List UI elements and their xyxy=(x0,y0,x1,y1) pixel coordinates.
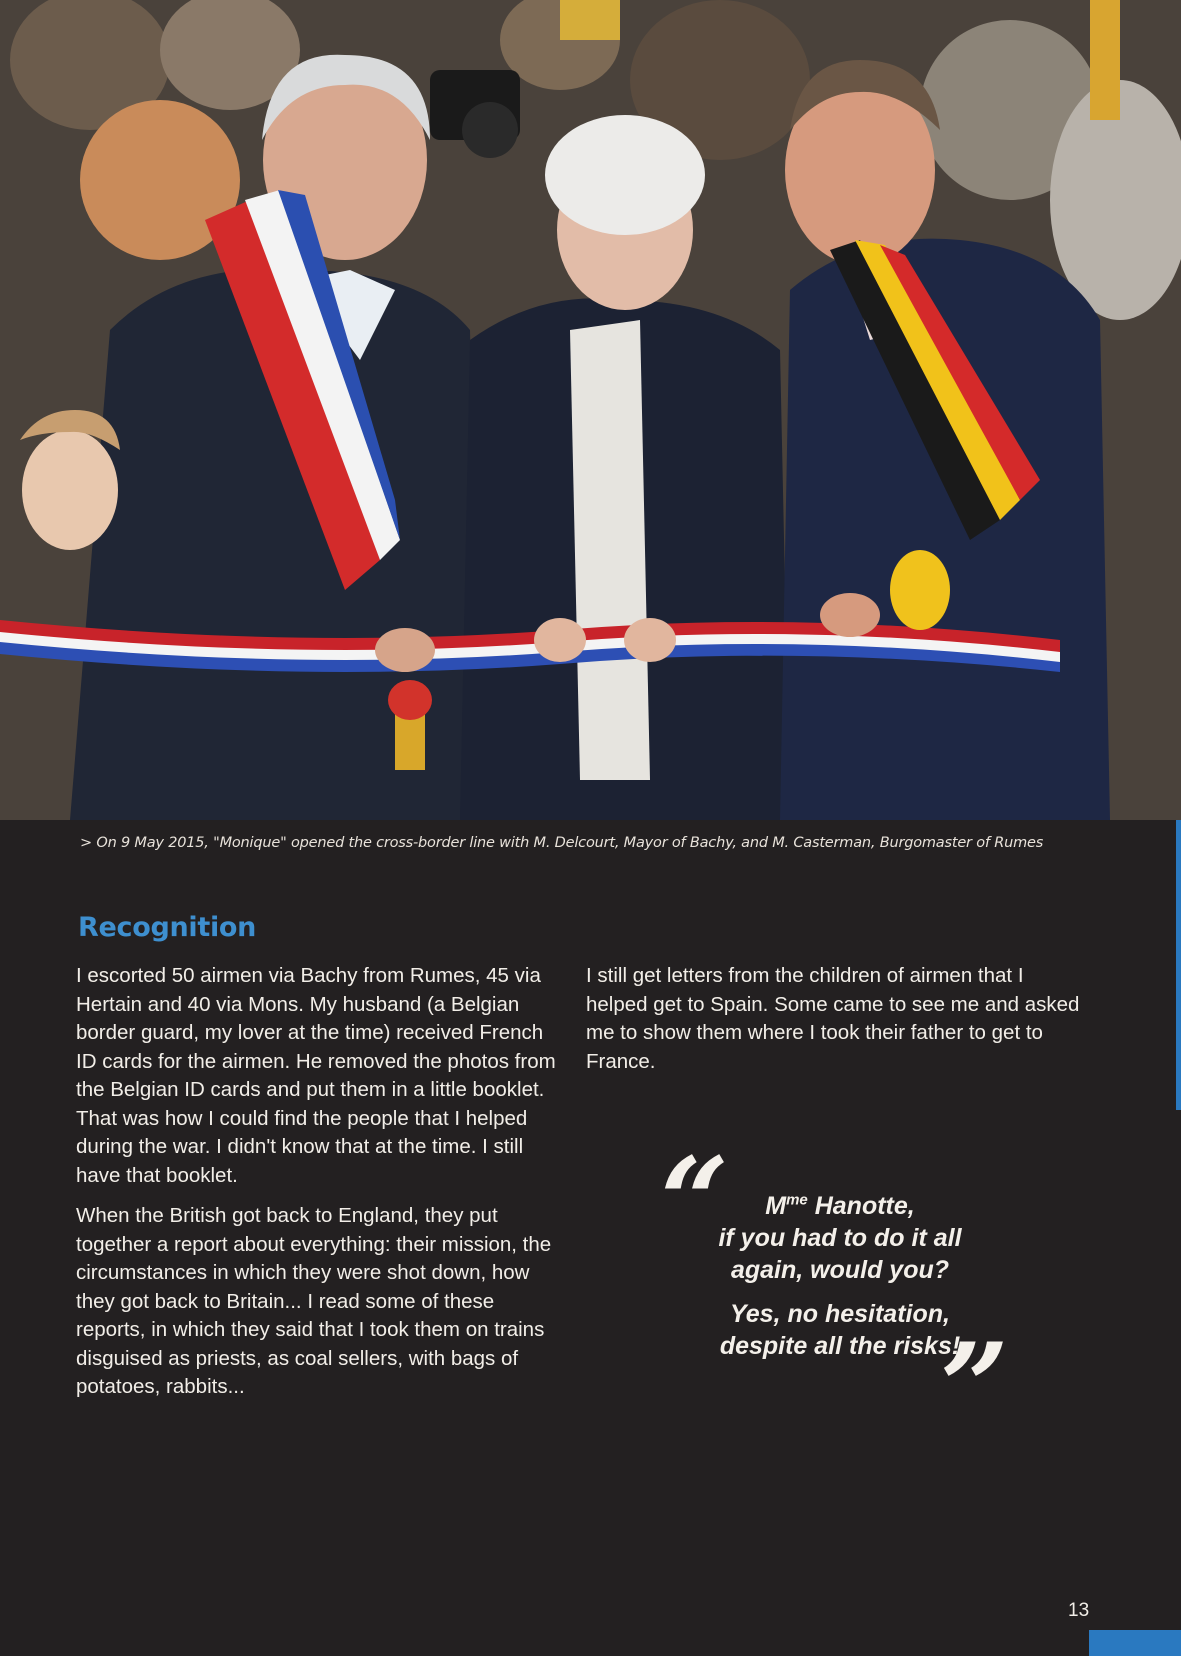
pull-quote xyxy=(640,1131,1040,1458)
quote-question-line: again, would you? xyxy=(730,1256,950,1284)
ceremony-photo xyxy=(0,0,1181,820)
paragraph: When the British got back to England, they put together a report about everything: their mission, the circumstances in which they were shot down, how they got back to Britain... I read some of these reports, in which they said that I took them on trains disguised as priests, as coal sellers, with bags of potatoes, rabbits... xyxy=(76,1204,552,1398)
left-column xyxy=(76,962,556,1414)
quote-name-line xyxy=(680,1190,1000,1222)
paragraph: I still get letters from the children of airmen that I helped get to Spain. Some came to see me and asked me to show them where I took their father to get to France. xyxy=(586,964,1080,1073)
quote-question-line: if you had to do it all xyxy=(718,1224,962,1252)
page-edge-tab xyxy=(1089,1630,1181,1656)
section-heading: Recognition xyxy=(78,912,257,943)
paragraph: I escorted 50 airmen via Bachy from Rumes, 45 via Hertain and 40 via Mons. My husband (a Belgian border guard, my lover at the time) received French ID cards for the airmen. He removed the photos from the Belgian ID cards and put them in a little booklet. That was how I could find the people that I helped during the war. I didn't know that at the time. I still have that booklet. xyxy=(76,964,556,1187)
quote-m-superscript: me xyxy=(786,1191,808,1209)
page-number: 13 xyxy=(1068,1600,1090,1621)
right-column xyxy=(586,962,1086,1088)
photo-caption: > On 9 May 2015, "Monique" opened the cross-border line with M. Delcourt, Mayor of Bachy, and M. Casterman, Burgomaster of Rumes xyxy=(80,835,1044,851)
quote-m-prefix: M xyxy=(765,1192,787,1220)
quote-name-rest: Hanotte, xyxy=(807,1192,915,1220)
quote-gap xyxy=(680,1286,1000,1298)
ceremony-photo-illustration xyxy=(0,0,1181,820)
quote-answer-line: despite all the risks! xyxy=(719,1332,961,1360)
accent-side-bar xyxy=(1176,820,1181,1110)
quote-answer-line: Yes, no hesitation, xyxy=(730,1300,950,1328)
close-quote-mark: ” xyxy=(940,1317,1010,1458)
open-quote-mark: “ xyxy=(660,1131,730,1272)
